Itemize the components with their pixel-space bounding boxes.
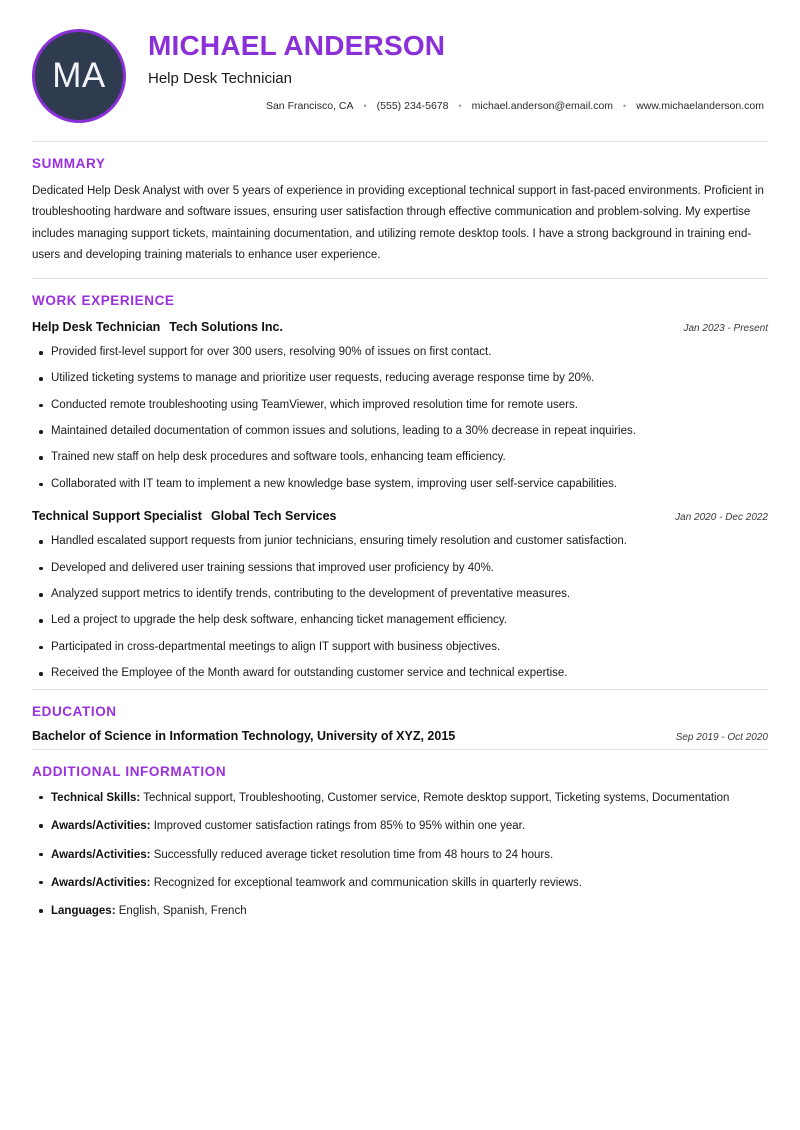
contact-separator-icon: • bbox=[623, 100, 627, 111]
section-title-additional-information: ADDITIONAL INFORMATION bbox=[32, 763, 227, 779]
list-item bbox=[32, 789, 768, 807]
header-text-block bbox=[144, 26, 768, 112]
info-value: Successfully reduced average ticket resolution time from 48 hours to 24 hours. bbox=[153, 848, 554, 861]
contact-website[interactable]: www.michaelanderson.com bbox=[636, 100, 764, 113]
page-title: MICHAEL ANDERSON bbox=[148, 30, 446, 61]
list-item: Collaborated with IT team to implement a new knowledge base system, improving user self-service capabilities. bbox=[32, 476, 768, 494]
education-degree: Bachelor of Science in Information Technology, University of XYZ, 2015 bbox=[32, 728, 456, 743]
header-job-title: Help Desk Technician bbox=[148, 70, 292, 88]
work-entry-dates: Jan 2023 - Present bbox=[683, 323, 768, 335]
list-item: Maintained detailed documentation of common issues and solutions, leading to a 30% decrease in repeat inquiries. bbox=[32, 423, 768, 441]
list-item: Developed and delivered user training sessions that improved user proficiency by 40%. bbox=[32, 560, 768, 578]
contact-separator-icon: • bbox=[458, 100, 462, 111]
work-entry-bullets bbox=[32, 344, 768, 493]
education-dates: Sep 2019 - Oct 2020 bbox=[675, 731, 768, 743]
list-item: Provided first-level support for over 300 users, resolving 90% of issues on first contact. bbox=[32, 344, 768, 362]
list-item: Received the Employee of the Month award for outstanding customer service and technical expertise. bbox=[32, 665, 768, 683]
section-title-summary: SUMMARY bbox=[32, 156, 106, 171]
info-value: Improved customer satisfaction ratings from 85% to 95% within one year. bbox=[153, 820, 526, 833]
work-entry-role: Help Desk Technician bbox=[32, 320, 161, 335]
section-work-experience bbox=[32, 278, 768, 683]
section-title-education: EDUCATION bbox=[32, 703, 117, 719]
additional-information-list bbox=[32, 789, 768, 921]
work-entry-header bbox=[32, 318, 768, 336]
work-experience-entries bbox=[32, 318, 768, 683]
work-entry-title-group bbox=[32, 507, 336, 525]
list-item bbox=[32, 902, 768, 920]
work-entry bbox=[32, 507, 768, 682]
contact-separator-icon: • bbox=[363, 100, 367, 111]
list-item: Led a project to upgrade the help desk software, enhancing ticket management efficiency. bbox=[32, 612, 768, 630]
avatar-initials: MA bbox=[52, 56, 106, 95]
contact-email[interactable]: michael.anderson@email.com bbox=[471, 100, 614, 113]
summary-text: Dedicated Help Desk Analyst with over 5 years of experience in providing exceptional technical support in fast-paced environments. Proficient in troubleshooting hardware and software issues, ensuring user satisfaction through effective communication and problem-solving. My expertise includes managing support tickets, maintaining documentation, and utilizing remote desktop tools. I have a strong background in training end-users and developing training materials to enhance user experience. bbox=[32, 185, 764, 261]
list-item: Utilized ticketing systems to manage and prioritize user requests, reducing average response time by 20%. bbox=[32, 370, 768, 388]
section-summary bbox=[32, 141, 768, 266]
info-value: English, Spanish, French bbox=[118, 905, 247, 918]
list-item: Participated in cross-departmental meetings to align IT support with business objectives. bbox=[32, 639, 768, 657]
work-entry-bullets bbox=[32, 533, 768, 682]
work-entry-role: Technical Support Specialist bbox=[32, 509, 202, 524]
list-item: Conducted remote troubleshooting using TeamViewer, which improved resolution time for remote users. bbox=[32, 397, 768, 415]
education-entry bbox=[32, 729, 768, 743]
work-entry-dates: Jan 2020 - Dec 2022 bbox=[675, 512, 768, 524]
work-entry-company: Tech Solutions Inc. bbox=[169, 320, 283, 335]
info-label: Awards/Activities: bbox=[51, 848, 151, 861]
section-education bbox=[32, 689, 768, 743]
info-label: Technical Skills: bbox=[51, 791, 141, 804]
section-additional-information bbox=[32, 749, 768, 921]
work-entry bbox=[32, 318, 768, 493]
work-entry-title-group bbox=[32, 318, 283, 336]
list-item bbox=[32, 874, 768, 892]
list-item: Analyzed support metrics to identify trends, contributing to the development of preventative measures. bbox=[32, 586, 768, 604]
info-value: Recognized for exceptional teamwork and communication skills in quarterly reviews. bbox=[153, 876, 582, 889]
work-entry-company: Global Tech Services bbox=[210, 509, 337, 524]
list-item bbox=[32, 817, 768, 835]
list-item bbox=[32, 846, 768, 864]
info-label: Languages: bbox=[51, 905, 116, 918]
work-entry-header bbox=[32, 507, 768, 525]
contact-location: San Francisco, CA bbox=[265, 100, 354, 113]
contact-line bbox=[144, 100, 768, 112]
contact-phone[interactable]: (555) 234-5678 bbox=[376, 100, 449, 113]
list-item: Trained new staff on help desk procedures and software tools, enhancing team efficiency. bbox=[32, 449, 768, 467]
section-title-work-experience: WORK EXPERIENCE bbox=[32, 293, 175, 309]
info-value: Technical support, Troubleshooting, Customer service, Remote desktop support, Ticketing systems, Documentation bbox=[143, 791, 730, 804]
info-label: Awards/Activities: bbox=[51, 820, 151, 833]
info-label: Awards/Activities: bbox=[51, 876, 151, 889]
resume-header bbox=[32, 26, 768, 135]
avatar bbox=[32, 29, 126, 123]
list-item: Handled escalated support requests from junior technicians, ensuring timely resolution and customer satisfaction. bbox=[32, 533, 768, 551]
